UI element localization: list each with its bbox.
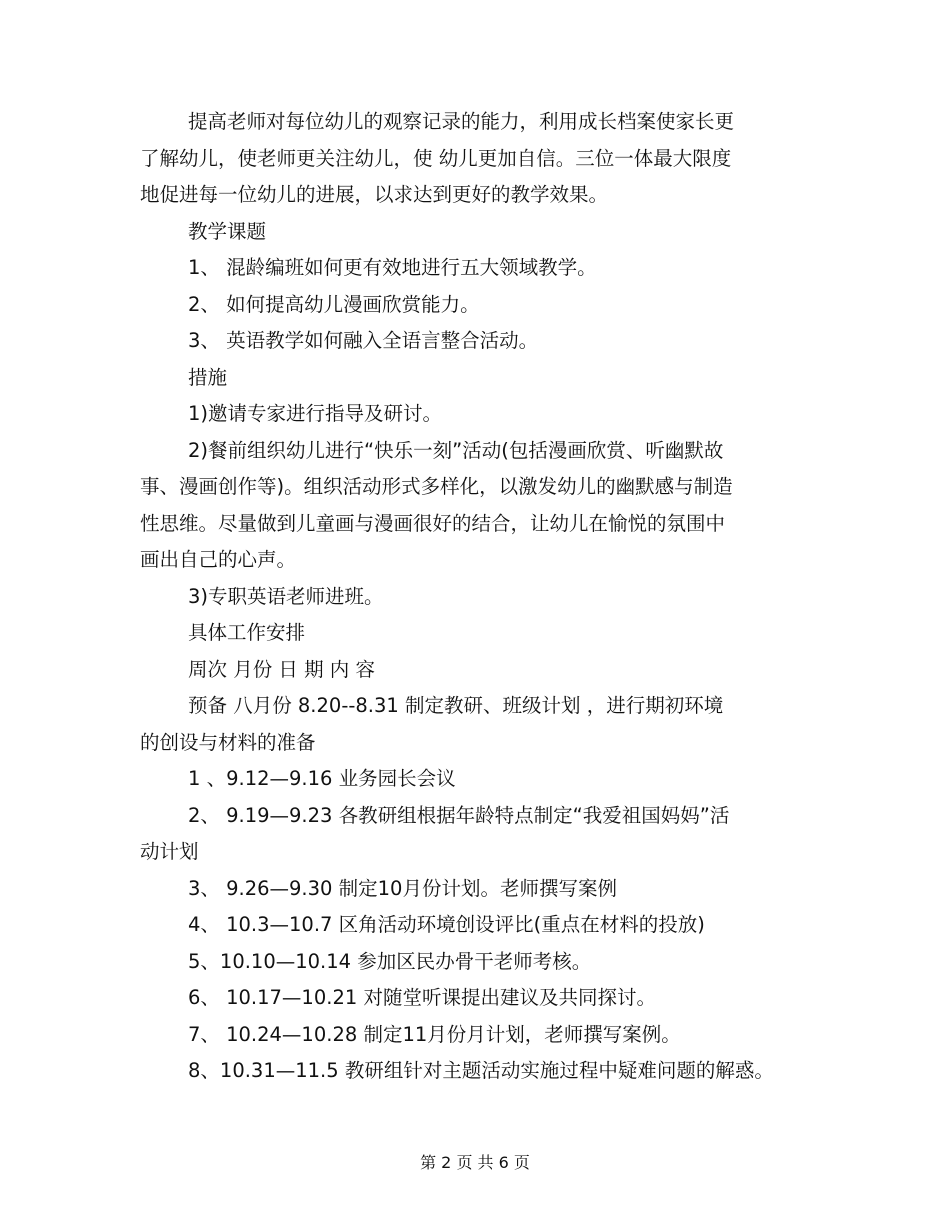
schedule-row: 7、 10.24—10.28 制定11月份月计划，老师撰写案例。 [188, 1022, 681, 1046]
schedule-row: 预备 八月份 8.20--8.31 制定教研、班级计划 ，进行期初环境 [188, 694, 724, 717]
list-item: 3、 英语教学如何融入全语言整合活动。 [188, 329, 539, 352]
section-heading-teaching-topics: 教学课题 [188, 219, 267, 243]
page-number-footer: 第 2 页 共 6 页 [420, 1153, 530, 1172]
paragraph-line: 性思维。尽量做到儿童画与漫画很好的结合，让幼儿在愉悦的氛围中 [140, 511, 726, 535]
list-item: 1)邀请专家进行指导及研讨。 [188, 402, 443, 425]
paragraph-line: 事、漫画创作等)。组织活动形式多样化，以激发幼儿的幽默感与制造 [140, 475, 733, 498]
list-item: 2)餐前组织幼儿进行“快乐一刻”活动(包括漫画欣赏、听幽默故 [188, 438, 724, 462]
list-item: 1、 混龄编班如何更有效地进行五大领域教学。 [188, 256, 597, 279]
list-item: 3)专职英语老师进班。 [188, 584, 384, 608]
schedule-row: 2、 9.19—9.23 各教研组根据年龄特点制定“我爱祖国妈妈”活 [188, 803, 730, 827]
section-heading-schedule: 具体工作安排 [188, 621, 306, 644]
paragraph-line: 动计划 [140, 840, 199, 863]
schedule-row: 3、 9.26—9.30 制定10月份计划。老师撰写案例 [188, 876, 617, 900]
schedule-row: 6、 10.17—10.21 对随堂听课提出建议及共同探讨。 [188, 986, 656, 1009]
schedule-row: 8、10.31—11.5 教研组针对主题活动实施过程中疑难问题的解惑。 [188, 1059, 774, 1082]
schedule-row: 4、 10.3—10.7 区角活动环境创设评比(重点在材料的投放) [188, 913, 705, 936]
paragraph-line: 画出自己的心声。 [140, 548, 297, 571]
paragraph-line: 提高老师对每位幼儿的观察记录的能力，利用成长档案使家长更 [188, 110, 735, 133]
paragraph-line: 地促进每一位幼儿的进展，以求达到更好的教学效果。 [140, 183, 609, 206]
schedule-header: 周次 月份 日 期 内 容 [188, 657, 375, 681]
document-body [140, 104, 830, 1090]
schedule-row: 5、10.10—10.14 参加区民办骨干老师考核。 [188, 949, 592, 973]
section-heading-measures: 措施 [188, 365, 228, 389]
paragraph-line: 的创设与材料的准备 [140, 730, 316, 754]
paragraph-line: 了解幼儿，使老师更关注幼儿，使 幼儿更加自信。三位一体最大限度 [140, 146, 732, 170]
list-item: 2、 如何提高幼儿漫画欣赏能力。 [188, 292, 480, 316]
schedule-row: 1 、9.12—9.16 业务园长会议 [188, 767, 456, 790]
